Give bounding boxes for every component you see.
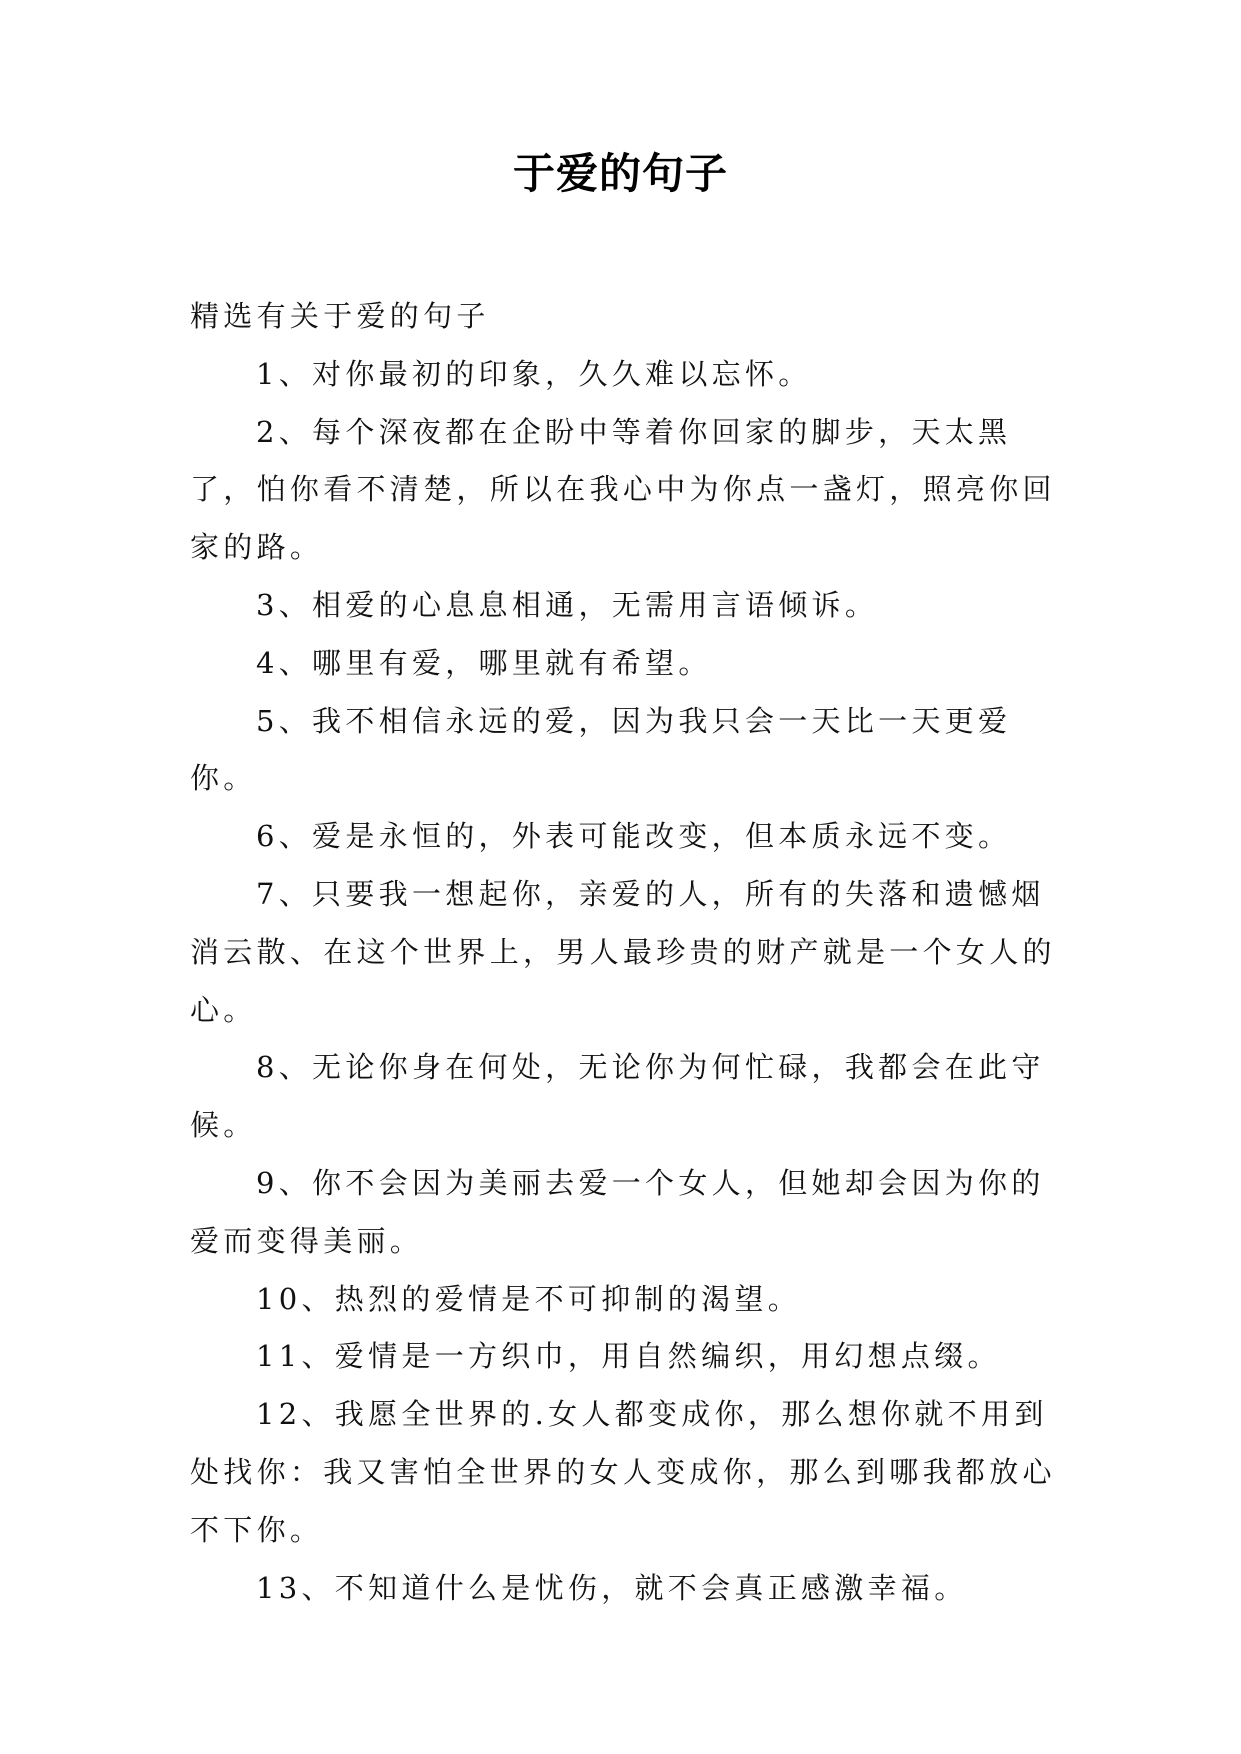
document-title: 于爱的句子	[512, 149, 728, 198]
paragraph-2: 2、每个深夜都在企盼中等着你回家的脚步，天太黑了，怕你看不清楚，所以在我心中为你点一盏灯，照亮你回家的路。	[190, 414, 1056, 565]
paragraph-4: 4、哪里有爱，哪里就有希望。	[256, 645, 712, 680]
paragraph-10: 10、热烈的爱情是不可抑制的渴望。	[256, 1281, 802, 1316]
paragraph-12: 12、我愿全世界的.女人都变成你，那么想你就不用到处找你：我又害怕全世界的女人变成你，那么到哪我都放心不下你。	[190, 1397, 1056, 1547]
paragraph-7: 7、只要我一想起你，亲爱的人，所有的失落和遗憾烟消云散、在这个世界上，男人最珍贵的财产就是一个女人的心。	[190, 876, 1056, 1027]
document-body	[190, 288, 1070, 1617]
paragraph-11: 11、爱情是一方织巾，用自然编织，用幻想点缀。	[256, 1339, 1001, 1374]
paragraph-13: 13、不知道什么是忧伤，就不会真正感激幸福。	[256, 1570, 968, 1605]
paragraph-3: 3、相爱的心息息相通，无需用言语倾诉。	[256, 587, 879, 622]
paragraph-9: 9、你不会因为美丽去爱一个女人，但她却会因为你的爱而变得美丽。	[190, 1165, 1045, 1258]
document-subtitle: 精选有关于爱的句子	[190, 299, 490, 333]
paragraph-6: 6、爱是永恒的，外表可能改变，但本质永远不变。	[256, 819, 1012, 854]
paragraph-5: 5、我不相信永远的爱，因为我只会一天比一天更爱你。	[190, 703, 1012, 796]
paragraph-1: 1、对你最初的印象，久久难以忘怀。	[256, 356, 812, 391]
paragraph-8: 8、无论你身在何处，无论你为何忙碌，我都会在此守候。	[190, 1050, 1045, 1143]
